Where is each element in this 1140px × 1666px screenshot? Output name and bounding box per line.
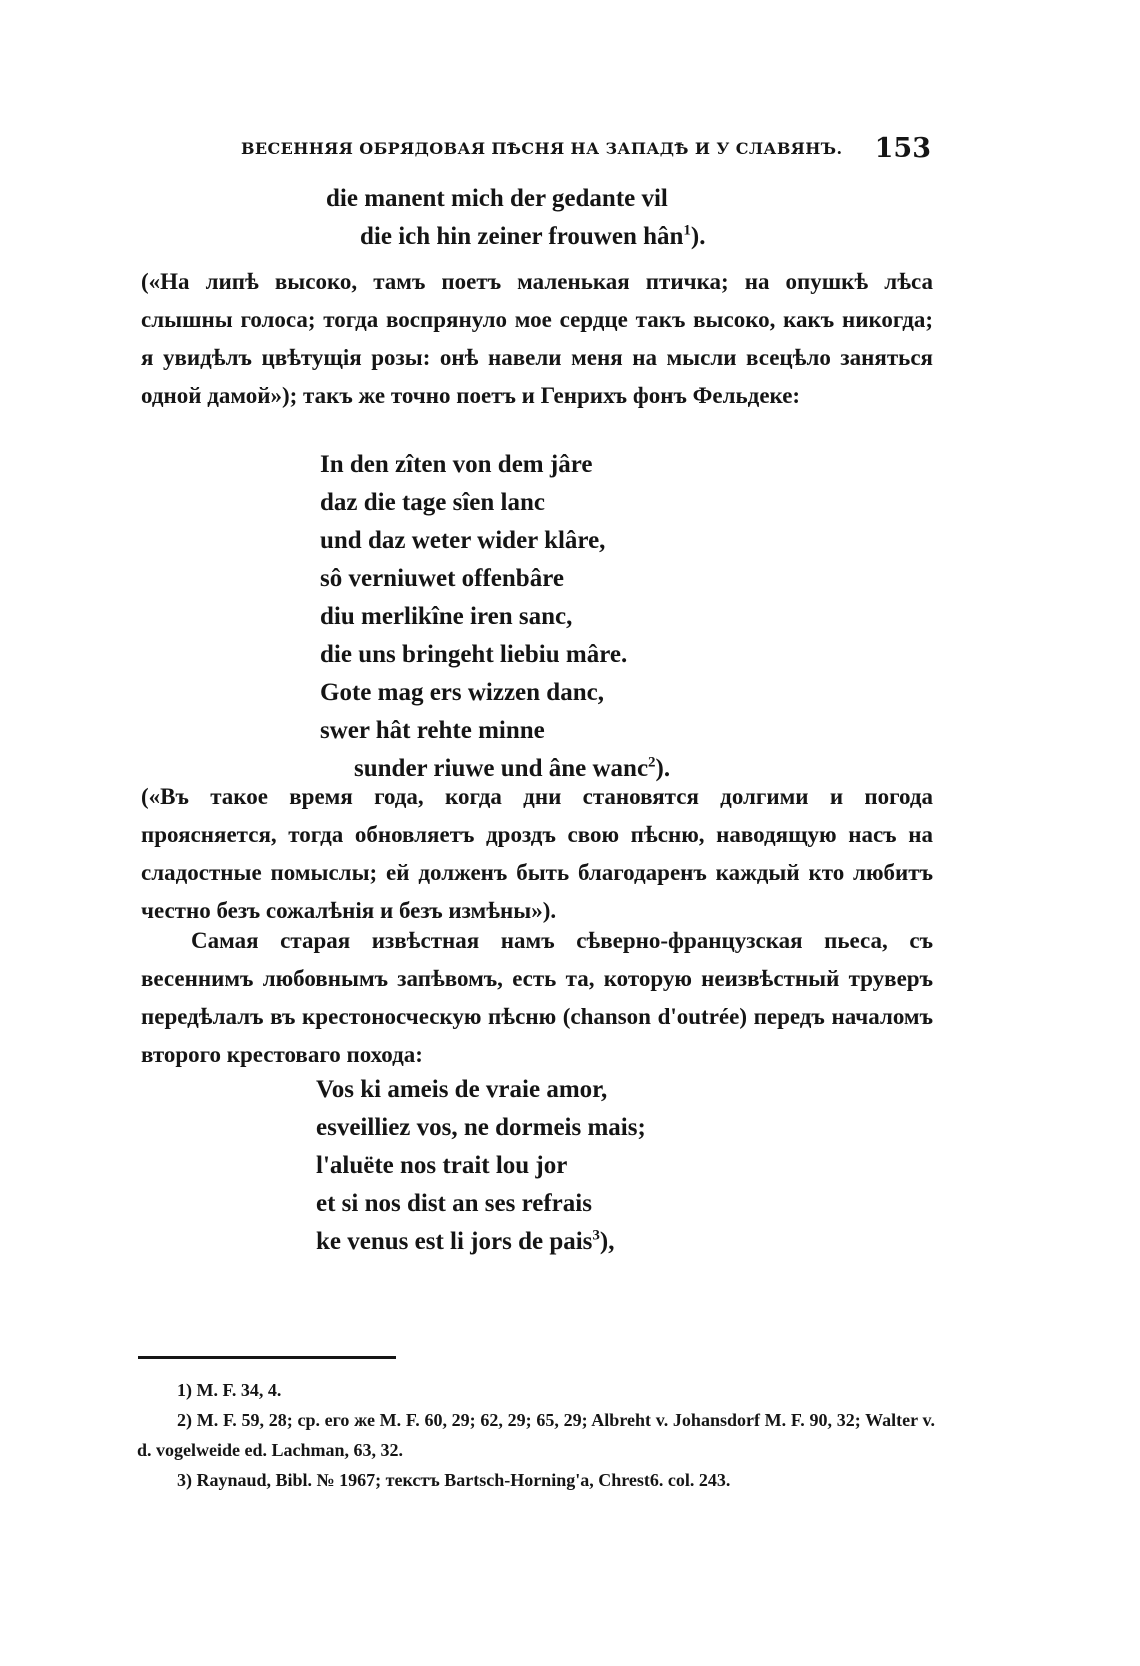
page-number: 153 [874, 133, 931, 164]
footnote-ref-2: 2 [648, 754, 656, 771]
verse-line: l'aluëte nos trait lou jor [316, 1152, 568, 1179]
verse-line: Vos ki ameis de vraie amor, [316, 1076, 608, 1103]
verse-line: swer hât rehte minne [320, 717, 545, 744]
verse-line: In den zîten von dem jâre [320, 451, 593, 478]
verse-veldeke [320, 446, 670, 788]
footnotes [137, 1375, 935, 1495]
footnote-3: 3) Raynaud, Bibl. № 1967; текстъ Bartsch-Horning'a, Chrest6. col. 243. [177, 1470, 731, 1490]
verse-line: et si nos dist an ses refrais [316, 1190, 592, 1217]
translation-paragraph-2: («Въ такое время года, когда дни становятся долгими и погода проясняется, тогда обновляетъ дроздъ свою пѣсню, наводящую насъ на сладостные помыслы; ей долженъ быть благодаренъ каждый кто любитъ честно безъ сожалѣнія и безъ измѣны»). [141, 784, 933, 923]
verse-line: ke venus est li jors de pais$^3$), [316, 1227, 615, 1255]
running-title: ВЕСЕННЯЯ ОБРЯДОВАЯ ПѢСНЯ НА ЗАПАДѢ И У СЛАВЯНЪ. [241, 139, 843, 158]
main-paragraph: Самая старая извѣстная намъ сѣверно-французская пьеса, съ весеннимъ любовнымъ запѣвомъ, есть та, которую неизвѣстный труверъ передѣлалъ въ крестоносческую пѣсню (chanson d'outrée) передъ началомъ второго крестоваго похода: [141, 928, 933, 1067]
footnote-1: 1) M. F. 34, 4. [177, 1380, 282, 1400]
verse-line: sô verniuwet offenbâre [320, 565, 564, 592]
verse-line: die ich hin zeiner frouwen hân$^1$). [360, 222, 706, 250]
verse-minnesang-fragment [326, 180, 706, 256]
verse-line: daz die tage sîen lanc [320, 489, 545, 516]
footnote-2: 2) M. F. 59, 28; ср. его же M. F. 60, 29; 62, 29; 65, 29; Albreht v. Johansdorf M. F. 90, 32; Walter v. d. vogelweide ed. Lachman, 63, 32. [137, 1410, 935, 1460]
footnote-ref-3: 3 [592, 1227, 600, 1244]
verse-line: diu merlikîne iren sanc, [320, 603, 573, 630]
verse-line: Gote mag ers wizzen danc, [320, 679, 604, 706]
verse-line: die uns bringeht liebiu mâre. [320, 641, 628, 668]
verse-line: esveilliez vos, ne dormeis mais; [316, 1114, 646, 1141]
footnote-ref-1: 1 [683, 222, 691, 239]
verse-chanson [316, 1071, 646, 1261]
verse-line: die manent mich der gedante vil [326, 185, 668, 212]
verse-line: sunder riuwe und âne wanc$^2$). [354, 754, 671, 782]
translation-paragraph-1: («На липѣ высоко, тамъ поетъ маленькая птичка; на опушкѣ лѣса слышны голоса; тогда воспрянуло мое сердце такъ высоко, какъ никогда; я увидѣлъ цвѣтущія розы: онѣ навели меня на мысли всецѣло заняться одной дамой»); такъ же точно поетъ и Генрихъ фонъ Фельдеке: [141, 269, 933, 408]
page-header [241, 133, 931, 173]
footnote-separator [138, 1356, 396, 1359]
verse-line: und daz weter wider klâre, [320, 527, 606, 554]
